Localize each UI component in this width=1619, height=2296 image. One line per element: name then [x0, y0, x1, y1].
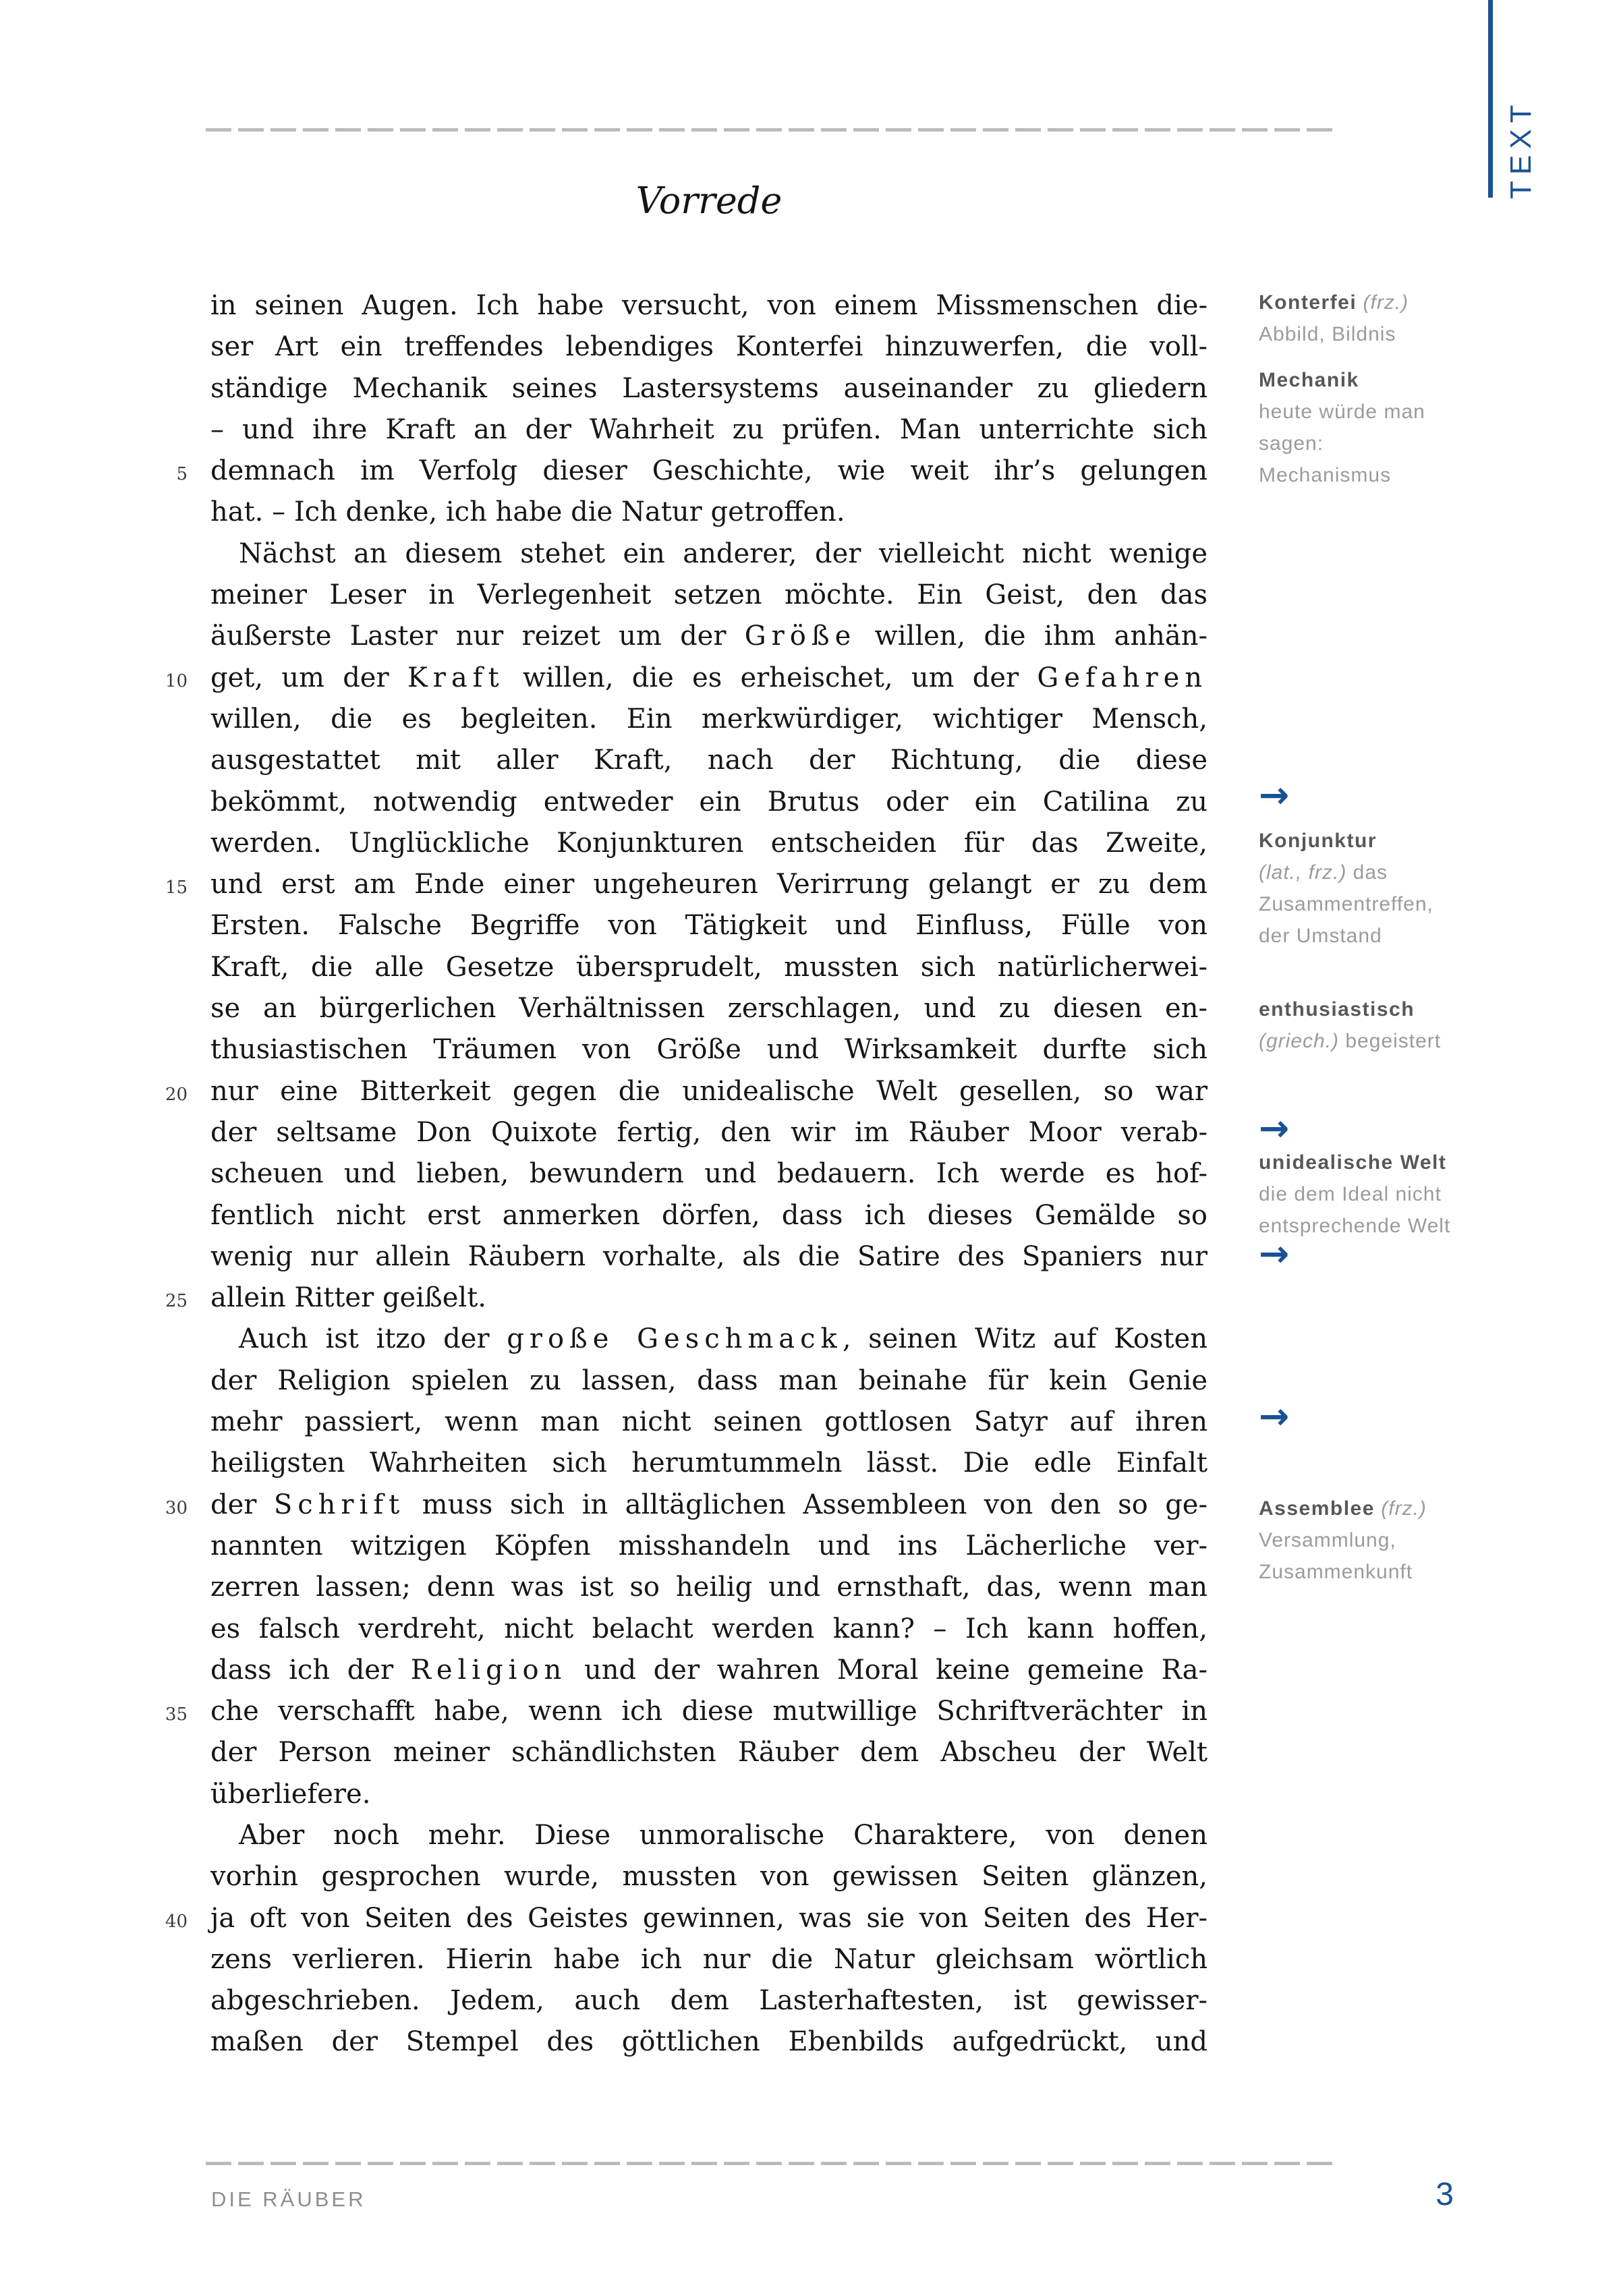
- text-segment: , seinen Witz auf Kosten: [842, 1323, 1208, 1355]
- margin-note: [1259, 825, 1495, 952]
- margin-note-language: (frz.): [1374, 1497, 1427, 1520]
- margin-note-line: [1259, 1556, 1495, 1588]
- text-segment: Aber noch mehr. Diese unmoralische Charaktere, von denen: [239, 1819, 1208, 1851]
- text-line: [210, 1153, 1208, 1195]
- text-segment: dass ich der: [210, 1654, 411, 1686]
- margin-note-term: unidealische Welt: [1259, 1151, 1447, 1174]
- text-segment: vorhin gesprochen wurde, mussten von gewissen Seiten glänzen,: [210, 1861, 1208, 1893]
- margin-notes: [1259, 0, 1495, 2296]
- text-line: [210, 409, 1208, 451]
- line-number: 40: [165, 1911, 188, 1932]
- text-segment: ser Art ein treffendes lebendiges Konterfei hinzuwerfen, die voll-: [210, 331, 1208, 363]
- text-segment: meiner Leser in Verlegenheit setzen möchte. Ein Geist, den das: [210, 579, 1208, 611]
- text-segment: der seltsame Don Quixote fertig, den wir im Räuber Moor verab-: [210, 1116, 1208, 1148]
- text-segment: willen, die es erheischet, um der: [504, 662, 1038, 693]
- text-tab-label: TEXT: [1504, 98, 1537, 199]
- text-segment: nur eine Bitterkeit gegen die unidealische Welt gesellen, so war: [210, 1075, 1208, 1107]
- text-segment: demnach im Verfolg dieser Geschichte, wie weit ihr’s gelungen: [210, 455, 1208, 487]
- text-segment: se an bürgerlichen Verhältnissen zerschlagen, und zu diesen en-: [210, 993, 1208, 1025]
- text-segment: ständige Mechanik seines Lastersystems auseinander zu gliedern: [210, 372, 1208, 404]
- text-segment: in seinen Augen. Ich habe versucht, von einem Missmenschen die-: [210, 290, 1208, 321]
- margin-note-line: [1259, 825, 1495, 857]
- text-line: [210, 1691, 1208, 1732]
- text-segment: scheuen und lieben, bewundern und bedauern. Ich werde es hof-: [210, 1158, 1208, 1190]
- margin-note-line: [1259, 318, 1495, 350]
- text-line: [210, 1485, 1208, 1526]
- text-segment: es falsch verdreht, nicht belacht werden kann? – Ich kann hoffen,: [210, 1613, 1208, 1644]
- text-line: [210, 1071, 1208, 1112]
- text-line: [210, 1278, 1208, 1319]
- margin-note-term: Mechanik: [1259, 369, 1359, 391]
- margin-note-term: Konterfei: [1259, 291, 1357, 314]
- text-line: [210, 1195, 1208, 1236]
- margin-note: [1259, 364, 1495, 491]
- margin-note-definition: Abbild, Bildnis: [1259, 323, 1396, 345]
- letterspaced-emphasis: Gefahren: [1037, 662, 1208, 693]
- text-line: [210, 699, 1208, 740]
- margin-note-definition: Versammlung,: [1259, 1529, 1396, 1551]
- text-segment: äußerste Laster nur reizet um der: [210, 621, 745, 652]
- text-segment: heiligsten Wahrheiten sich herumtummeln lässt. Die edle Einfalt: [210, 1447, 1208, 1479]
- text-segment: che verschafft habe, wenn ich diese mutwillige Schriftverächter in: [210, 1696, 1208, 1727]
- line-number: 35: [165, 1704, 188, 1725]
- margin-note-language: (lat., frz.): [1259, 861, 1347, 884]
- text-segment: wenig nur allein Räubern vorhalte, als die Satire des Spaniers nur: [210, 1240, 1208, 1272]
- text-segment: zerren lassen; denn was ist so heilig und ernsthaft, das, wenn man: [210, 1572, 1208, 1603]
- text-line: [210, 1567, 1208, 1608]
- text-segment: werden. Unglückliche Konjunkturen entscheiden für das Zweite,: [210, 827, 1208, 859]
- text-segment: der: [210, 1489, 274, 1520]
- margin-note: [1259, 994, 1495, 1057]
- margin-note-definition: entsprechende Welt: [1259, 1215, 1451, 1237]
- text-line: [210, 1732, 1208, 1773]
- text-line: [210, 616, 1208, 657]
- text-line: [210, 1319, 1208, 1360]
- text-line: [210, 658, 1208, 699]
- margin-note-line: [1259, 1493, 1495, 1524]
- margin-note-term: enthusiastisch: [1259, 998, 1415, 1021]
- line-number: 30: [165, 1497, 188, 1518]
- text-segment: ja oft von Seiten des Geistes gewinnen, was sie von Seiten des Her-: [210, 1902, 1208, 1934]
- margin-note-definition: die dem Ideal nicht: [1259, 1183, 1442, 1205]
- margin-note-term: Assemblee: [1259, 1497, 1375, 1520]
- text-segment: nannten witzigen Köpfen misshandeln und ins Lächerliche ver-: [210, 1530, 1208, 1561]
- margin-note: [1259, 287, 1495, 350]
- letterspaced-emphasis: Religion: [410, 1654, 567, 1686]
- footer-work-title: DIE RÄUBER: [211, 2187, 366, 2211]
- margin-note-line: [1259, 1025, 1495, 1057]
- cross-reference-arrow-icon: →: [1259, 774, 1290, 816]
- margin-note-line: [1259, 364, 1495, 396]
- text-line: [210, 823, 1208, 864]
- margin-note-definition: Mechanismus: [1259, 464, 1392, 486]
- letterspaced-emphasis: Kraft: [407, 662, 505, 693]
- margin-note-line: [1259, 1210, 1495, 1242]
- text-line: [210, 1650, 1208, 1691]
- text-segment: überliefere.: [210, 1778, 371, 1810]
- text-line: [210, 905, 1208, 946]
- text-segment: muss sich in alltäglichen Assembleen von den so ge-: [405, 1489, 1208, 1520]
- text-line: [210, 1526, 1208, 1567]
- text-line: [210, 782, 1208, 823]
- text-segment: Nächst an diesem stehet ein anderer, der vielleicht nicht wenige: [239, 538, 1208, 569]
- text-line: [210, 1815, 1208, 1856]
- text-line: [210, 1112, 1208, 1153]
- text-line: [210, 1939, 1208, 1980]
- margin-note-line: [1259, 857, 1495, 888]
- text-segment: hat. – Ich denke, ich habe die Natur getroffen.: [210, 496, 845, 528]
- margin-note-line: [1259, 428, 1495, 459]
- text-line: [210, 575, 1208, 616]
- margin-note: [1259, 1493, 1495, 1588]
- margin-note-line: [1259, 1178, 1495, 1210]
- footer-dashed-divider: [206, 2162, 1339, 2165]
- text-line: [210, 326, 1208, 368]
- text-segment: zens verlieren. Hierin habe ich nur die Natur gleichsam wörtlich: [210, 1943, 1208, 1975]
- text-line: [210, 1236, 1208, 1278]
- margin-note-definition: das: [1346, 861, 1388, 884]
- text-segment: allein Ritter geißelt.: [210, 1282, 486, 1314]
- text-line: [210, 492, 1208, 533]
- text-line: [210, 1898, 1208, 1939]
- margin-note-definition: begeistert: [1339, 1030, 1442, 1052]
- text-line: [210, 368, 1208, 409]
- text-line: [210, 1402, 1208, 1443]
- text-line: [210, 1774, 1208, 1815]
- margin-note-line: [1259, 920, 1495, 952]
- text-line: [210, 1360, 1208, 1402]
- margin-note-definition: der Umstand: [1259, 925, 1382, 947]
- text-segment: Ersten. Falsche Begriffe von Tätigkeit und Einfluss, Fülle von: [210, 910, 1208, 942]
- margin-note-line: [1259, 888, 1495, 920]
- text-segment: maßen der Stempel des göttlichen Ebenbilds aufgedrückt, und: [210, 2026, 1208, 2058]
- text-segment: thusiastischen Träumen von Größe und Wirksamkeit durfte sich: [210, 1034, 1208, 1066]
- margin-note-definition: Zusammentreffen,: [1259, 893, 1433, 915]
- letterspaced-emphasis: Schrift: [273, 1489, 405, 1520]
- line-number: 5: [176, 464, 188, 485]
- letterspaced-emphasis: Größe: [744, 621, 857, 652]
- text-segment: Auch ist itzo der: [239, 1323, 507, 1355]
- text-segment: willen, die es begleiten. Ein merkwürdiger, wichtiger Mensch,: [210, 703, 1208, 735]
- margin-note-line: [1259, 1147, 1495, 1178]
- text-segment: fentlich nicht erst anmerken dörfen, dass ich dieses Gemälde so: [210, 1199, 1208, 1231]
- text-segment: der Religion spielen zu lassen, dass man beinahe für kein Genie: [210, 1365, 1208, 1396]
- margin-note-definition: Zusammenkunft: [1259, 1561, 1413, 1583]
- margin-note: [1259, 1147, 1495, 1242]
- margin-note-line: [1259, 396, 1495, 428]
- page-title: Vorrede: [635, 179, 783, 222]
- top-dashed-divider: [206, 128, 1336, 132]
- text-segment: abgeschrieben. Jedem, auch dem Lasterhaftesten, ist gewisser-: [210, 1985, 1208, 2017]
- text-segment: – und ihre Kraft an der Wahrheit zu prüfen. Man unterrichte sich: [210, 413, 1208, 445]
- text-line: [210, 285, 1208, 326]
- text-line: [210, 1443, 1208, 1484]
- text-segment: der Person meiner schändlichsten Räuber dem Abscheu der Welt: [210, 1737, 1208, 1769]
- margin-note-line: [1259, 1524, 1495, 1556]
- text-line: [210, 864, 1208, 905]
- text-segment: ausgestattet mit aller Kraft, nach der Richtung, die diese: [210, 745, 1208, 776]
- line-number: 20: [165, 1084, 188, 1105]
- margin-note-line: [1259, 287, 1495, 318]
- margin-note-definition: sagen:: [1259, 432, 1324, 455]
- text-line: [210, 451, 1208, 492]
- text-line: [210, 534, 1208, 575]
- margin-note-line: [1259, 459, 1495, 491]
- line-number: 10: [165, 670, 188, 691]
- line-number: 25: [165, 1291, 188, 1312]
- text-segment: get, um der: [210, 662, 407, 693]
- text-segment: bekömmt, notwendig entweder ein Brutus oder ein Catilina zu: [210, 786, 1208, 817]
- text-segment: und der wahren Moral keine gemeine Ra-: [567, 1654, 1208, 1686]
- footer-page-number: 3: [1436, 2177, 1454, 2212]
- letterspaced-emphasis: große Geschmack: [507, 1323, 843, 1355]
- margin-note-language: (griech.): [1259, 1030, 1340, 1052]
- cross-reference-arrow-icon: →: [1259, 1107, 1290, 1149]
- text-line: [210, 1856, 1208, 1897]
- text-line: [210, 947, 1208, 988]
- margin-note-language: (frz.): [1357, 291, 1409, 314]
- line-number: 15: [165, 878, 188, 898]
- margin-note-line: [1259, 994, 1495, 1025]
- text-line: [210, 2021, 1208, 2063]
- text-line: [210, 1980, 1208, 2021]
- margin-note-definition: heute würde man: [1259, 401, 1425, 423]
- cross-reference-arrow-icon: →: [1259, 1395, 1290, 1437]
- text-segment: Kraft, die alle Gesetze übersprudelt, mussten sich natürlicherwei-: [210, 951, 1208, 983]
- text-segment: willen, die ihm anhän-: [856, 621, 1208, 652]
- text-line: [210, 1609, 1208, 1650]
- text-line: [210, 740, 1208, 781]
- margin-note-term: Konjunktur: [1259, 830, 1377, 852]
- text-line: [210, 1029, 1208, 1070]
- body-text: [210, 285, 1208, 2063]
- text-line: [210, 988, 1208, 1029]
- text-segment: und erst am Ende einer ungeheuren Verirrung gelangt er zu dem: [210, 869, 1208, 900]
- text-segment: mehr passiert, wenn man nicht seinen gottlosen Satyr auf ihren: [210, 1406, 1208, 1438]
- cross-reference-arrow-icon: →: [1259, 1232, 1290, 1275]
